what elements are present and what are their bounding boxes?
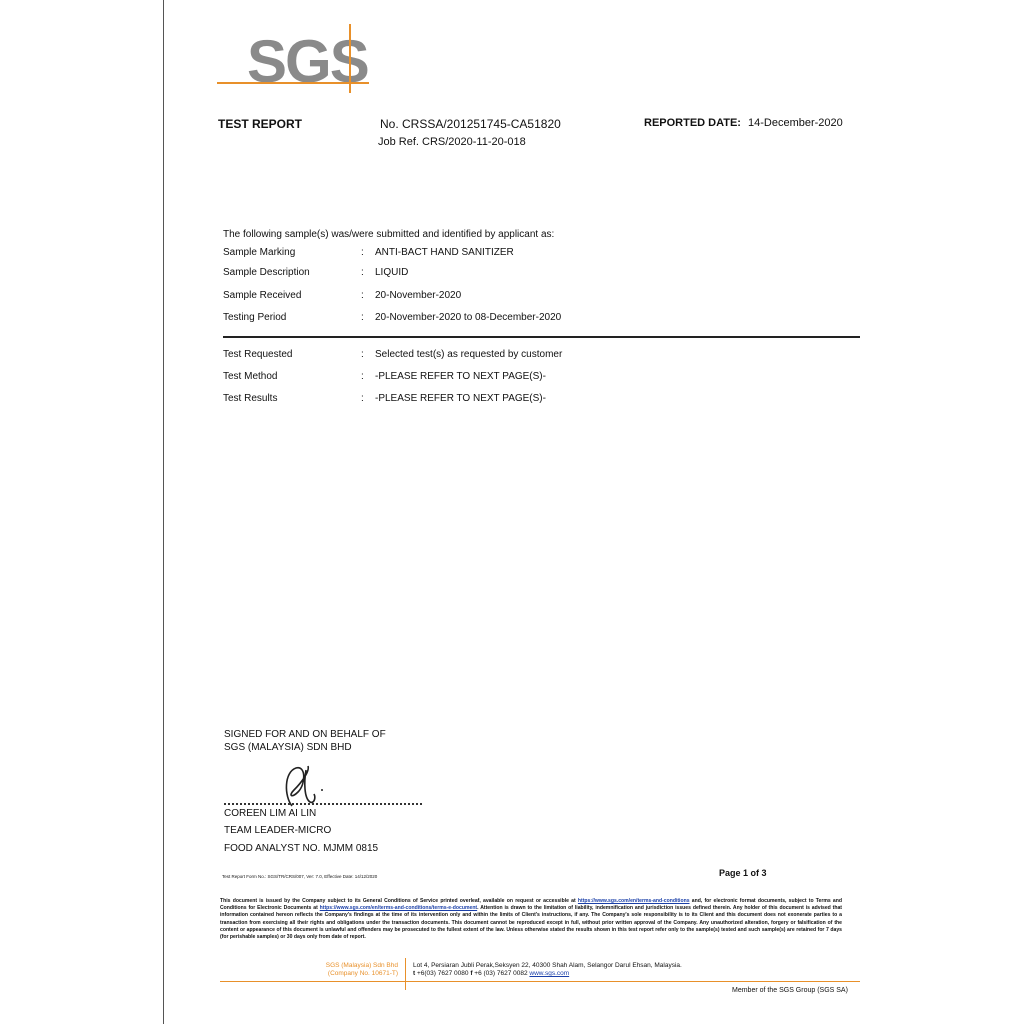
job-reference: Job Ref. CRS/2020-11-20-018: [378, 136, 526, 148]
colon: :: [361, 371, 364, 382]
e-document-terms-link[interactable]: https://www.sgs.com/en/terms-and-conditions/terms-e-document: [319, 905, 478, 912]
sgs-logo: [217, 22, 372, 94]
reported-date-label: REPORTED DATE:: [644, 117, 741, 129]
test-results-value: -PLEASE REFER TO NEXT PAGE(S)-: [375, 393, 546, 404]
test-requested-value: Selected test(s) as requested by customer: [375, 349, 563, 360]
sample-marking-value: ANTI-BACT HAND SANITIZER: [375, 247, 514, 258]
legal-disclaimer: [220, 898, 842, 941]
disclaimer-text-b: and, for electronic format documents, subject to Terms and Conditions for Electronic Documents at: [220, 898, 842, 912]
signatory-title: TEAM LEADER-MICRO: [224, 825, 332, 836]
testing-period-value: 20-November-2020 to 08-December-2020: [375, 312, 562, 323]
colon: :: [361, 349, 364, 360]
company-number: (Company No. 10671-T): [327, 970, 398, 977]
food-analyst-number: FOOD ANALYST NO. MJMM 0815: [224, 843, 379, 854]
phone-label: t: [413, 970, 416, 977]
colon: :: [361, 393, 364, 404]
colon: :: [361, 247, 364, 258]
sgs-logo-text: SGS: [247, 28, 368, 94]
testing-period-label: Testing Period: [223, 312, 287, 323]
page-number: Page 1 of 3: [719, 868, 767, 878]
test-requested-label: Test Requested: [223, 349, 293, 360]
sample-received-label: Sample Received: [223, 290, 302, 301]
sample-received-value: 20-November-2020: [375, 290, 462, 301]
test-method-label: Test Method: [223, 371, 278, 382]
footer-horizontal-rule: [220, 981, 860, 982]
member-of-sgs-group: Member of the SGS Group (SGS SA): [732, 987, 848, 994]
colon: :: [361, 312, 364, 323]
signature-line: [224, 803, 422, 805]
reported-date-value: 14-December-2020: [748, 117, 843, 129]
test-method-value: -PLEASE REFER TO NEXT PAGE(S)-: [375, 371, 546, 382]
website-link[interactable]: www.sgs.com: [529, 970, 570, 977]
form-number: Test Report Form No.: SGS/TR/CRS/007, Ver: 7.0, Effective Date: 14/12/2020: [222, 874, 378, 879]
colon: :: [361, 290, 364, 301]
address-block: [413, 962, 682, 978]
terms-link[interactable]: https://www.sgs.com/en/terms-and-conditions: [577, 898, 690, 904]
sample-marking-label: Sample Marking: [223, 247, 296, 258]
phone-number: +6(03) 7627 0080: [416, 970, 469, 977]
disclaimer-text-a: This document is issued by the Company subject to its General Conditions of Service printed overleaf, available on request or accessible at: [220, 898, 578, 904]
section-divider: [223, 336, 860, 338]
fax-label: f: [470, 970, 473, 977]
disclaimer-text-c: . Attention is drawn to the limitation of liability, indemnification and jurisdiction issues defined therein. Any holder of this document is advised that information contained hereon reflects the Company's findings at the time of its intervention only and within the limits of Client's instructions, if any. The Company's sole responsibility is to its Client and this document does not exonerate parties to a transaction from exercising all their rights and obligations under the transaction documents. This document cannot be reproduced except in full, without prior written approval of the Company. Any unauthorized alteration, forgery or falsification of the content or appearance of this document is unlawful and offenders may be prosecuted to the fullest extent of the law. Unless otherwise stated the results shown in this test report refer only to the sample(s) tested and such sample(s) are retained for 7 days (for perishable samples) or 30 days only from date of report.: [220, 905, 842, 941]
test-results-label: Test Results: [223, 393, 278, 404]
sgs-logo-mark: [217, 22, 372, 94]
sample-description-value: LIQUID: [375, 267, 409, 278]
footer-vertical-rule: [405, 958, 406, 990]
contact-line: [413, 970, 682, 978]
page-left-edge: [163, 0, 164, 1024]
signed-company: SGS (MALAYSIA) SDN BHD: [224, 742, 352, 753]
colon: :: [361, 267, 364, 278]
company-address: Lot 4, Persiaran Jubli Perak,Seksyen 22, 40300 Shah Alam, Selangor Darul Ehsan, Malaysia.: [413, 962, 682, 969]
sample-description-label: Sample Description: [223, 267, 310, 278]
report-label: TEST REPORT: [218, 117, 303, 131]
fax-number: +6 (03) 7627 0082: [474, 970, 528, 977]
signed-on-behalf: SIGNED FOR AND ON BEHALF OF: [224, 729, 386, 740]
report-number: No. CRSSA/201251745-CA51820: [380, 117, 561, 131]
sample-intro: The following sample(s) was/were submitted and identified by applicant as:: [223, 229, 555, 240]
company-block: [300, 962, 398, 978]
company-name: SGS (Malaysia) Sdn Bhd: [325, 962, 398, 969]
signatory-name: COREEN LIM AI LIN: [224, 808, 317, 819]
